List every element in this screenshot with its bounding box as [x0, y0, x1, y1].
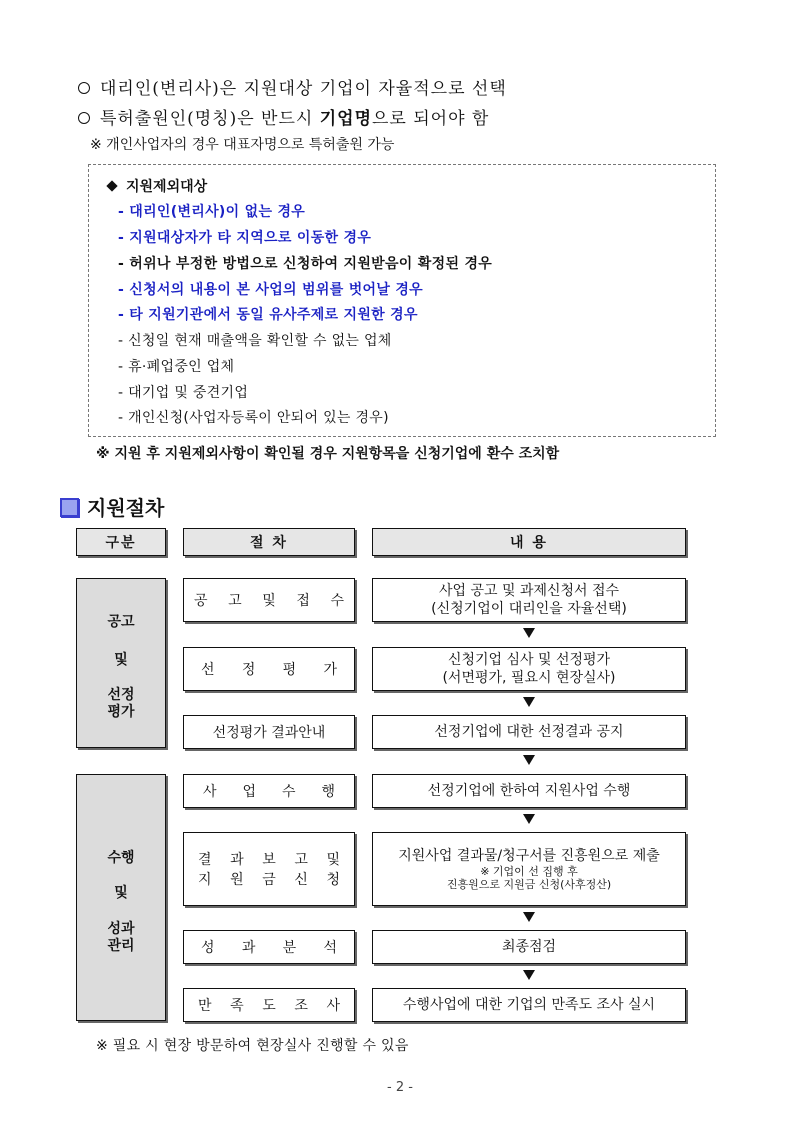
exclusion-item: - 대리인(변리사)이 없는 경우	[118, 204, 306, 220]
down-arrow-icon	[523, 912, 535, 922]
exclusion-item: - 신청서의 내용이 본 사업의 범위를 벗어날 경우	[118, 282, 423, 298]
content-execution: 선정기업에 한하여 지원사업 수행	[372, 774, 686, 808]
content-announcement: 사업 공고 및 과제신청서 접수 (신청기업이 대리인을 자율선택)	[372, 578, 686, 622]
footnote: ※ 필요 시 현장 방문하여 현장실사 진행할 수 있음	[96, 1038, 409, 1054]
down-arrow-icon	[523, 697, 535, 707]
content-result-notice: 선정기업에 대한 선정결과 공지	[372, 715, 686, 749]
content-evaluation: 신청기업 심사 및 선정평가 (서면평가, 필요시 현장실사)	[372, 647, 686, 691]
step-evaluation: 선 정 평 가	[183, 647, 355, 691]
step-report-claim: 결 과 보 고 및 지 원 금 신 청	[183, 832, 355, 906]
page-number: - 2 -	[387, 1080, 413, 1095]
step-result-notice: 선정평가 결과안내	[183, 715, 355, 749]
bullet-line-2: 특허출원인(명칭)은 반드시 기업명으로 되어야 함	[78, 104, 489, 129]
step-performance-analysis: 성 과 분 석	[183, 930, 355, 964]
section-title: 지원절차	[60, 492, 164, 521]
step-execution: 사 업 수 행	[183, 774, 355, 808]
exclusion-item: - 지원대상자가 타 지역으로 이동한 경우	[118, 230, 372, 246]
circle-bullet-icon	[78, 112, 90, 124]
content-final-check: 최종점검	[372, 930, 686, 964]
exclusion-item: - 대기업 및 중견기업	[118, 385, 249, 401]
circle-bullet-icon	[78, 82, 90, 94]
group-announcement-selection: 공고 및 선정 평가	[76, 578, 166, 748]
bold-company-name: 기업명	[319, 109, 372, 129]
exclusion-item: - 타 지원기관에서 동일 유사주제로 지원한 경우	[118, 307, 418, 323]
down-arrow-icon	[523, 814, 535, 824]
group-execution-management: 수행 및 성과 관리	[76, 774, 166, 1021]
exclusion-heading: 지원제외대상	[104, 176, 207, 196]
header-procedure: 절 차	[183, 528, 355, 556]
diamond-bullet-icon	[106, 180, 117, 191]
exclusion-item: - 휴·폐업중인 업체	[118, 359, 235, 375]
square-bullet-icon	[60, 498, 79, 517]
step-satisfaction-survey: 만 족 도 조 사	[183, 988, 355, 1022]
bullet-line-1: 대리인(변리사)은 지원대상 기업이 자율적으로 선택	[78, 74, 507, 99]
header-category: 구분	[76, 528, 166, 556]
down-arrow-icon	[523, 755, 535, 765]
exclusion-item: - 개인신청(사업자등록이 안되어 있는 경우)	[118, 410, 389, 426]
note-sole-proprietor: ※ 개인사업자의 경우 대표자명으로 특허출원 가능	[90, 137, 395, 153]
exclusion-item: - 신청일 현재 매출액을 확인할 수 없는 업체	[118, 333, 392, 349]
down-arrow-icon	[523, 628, 535, 638]
content-report-claim: 지원사업 결과물/청구서를 진흥원으로 제출 ※ 기업이 선 집행 후 진흥원으로 지원금 신청(사후정산)	[372, 832, 686, 906]
step-announcement: 공 고 및 접 수	[183, 578, 355, 622]
exclusion-item: - 허위나 부정한 방법으로 신청하여 지원받음이 확정된 경우	[118, 256, 493, 272]
down-arrow-icon	[523, 970, 535, 980]
header-content: 내 용	[372, 528, 686, 556]
exclusion-note: ※ 지원 후 지원제외사항이 확인될 경우 지원항목을 신청기업에 환수 조치함	[96, 446, 560, 462]
content-satisfaction-survey: 수행사업에 대한 기업의 만족도 조사 실시	[372, 988, 686, 1022]
